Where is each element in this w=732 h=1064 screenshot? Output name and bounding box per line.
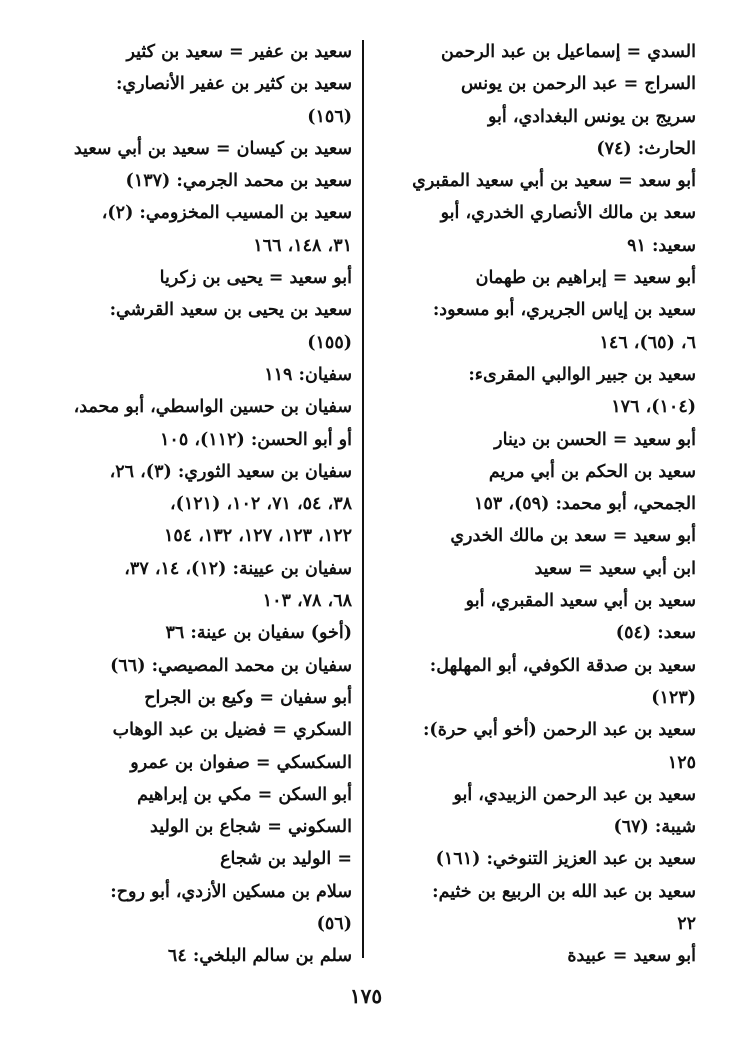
- index-line: سعيد بن إياس الجريري، أبو مسعود:: [432, 300, 696, 321]
- index-line: أبو سعيد = الحسن بن دينار: [494, 429, 696, 450]
- index-line: ابن أبي سعيد = سعيد: [534, 558, 696, 579]
- index-line: السدي = إسماعيل بن عبد الرحمن: [441, 42, 696, 62]
- index-line: أو أبو الحسن: (١١٢)، ١٠٥: [160, 429, 352, 450]
- index-column-right: [378, 36, 696, 973]
- index-line: ٦٨، ٧٨، ١٠٣: [262, 591, 352, 612]
- index-line: السكوني = شجاع بن الوليد: [150, 817, 352, 838]
- index-line: الجمحي، أبو محمد: (٥٩)، ١٥٣: [474, 494, 696, 515]
- index-line: سعيد: ٩١: [627, 235, 696, 256]
- index-line: سعيد بن محمد الجرمي: (١٣٧): [125, 171, 352, 192]
- index-line: أبو سفيان = وكيع بن الجراح: [144, 687, 352, 708]
- index-line: سعيد بن أبي سعيد المقبري، أبو: [465, 591, 696, 612]
- index-line: سعيد بن كثير بن عفير الأنصاري:: [115, 74, 352, 95]
- index-line: ١٢٥: [667, 752, 696, 773]
- index-line: سريج بن يونس البغدادي، أبو: [487, 106, 696, 127]
- index-line: سلم بن سالم البلخي: ٦٤: [167, 946, 352, 967]
- index-line: سعيد بن صدقة الكوفي، أبو المهلهل:: [429, 655, 696, 676]
- index-line: (أخو) سفيان بن عينة: ٣٦: [165, 623, 352, 644]
- index-line: ٢٢: [677, 914, 696, 935]
- index-line: سعد: (٥٤): [615, 623, 696, 644]
- index-line: (١٢٣): [651, 687, 696, 708]
- index-column-left: [34, 36, 352, 973]
- index-line: أبو سعيد = عبيدة: [567, 946, 696, 967]
- index-line: سفيان: ١١٩: [264, 364, 352, 385]
- index-line: (٥٦): [316, 914, 352, 935]
- index-line: سفيان بن عيينة: (١٢)، ١٤، ٣٧،: [124, 558, 352, 579]
- index-line: سعيد بن عبد الله بن الربيع بن خثيم:: [432, 881, 696, 902]
- index-line: سعيد بن جبير الوالبي المقرىء:: [468, 364, 696, 385]
- index-line: (١٠٤)، ١٧٦: [611, 397, 696, 418]
- index-line: سفيان بن سعيد الثوري: (٣)، ٢٦،: [109, 461, 352, 482]
- index-line: سعيد بن الحكم بن أبي مريم: [488, 461, 696, 482]
- index-line: سعيد بن كيسان = سعيد بن أبي سعيد: [73, 138, 352, 159]
- index-line: السكري = فضيل بن عبد الوهاب: [112, 720, 352, 741]
- index-line: ٣١، ١٤٨، ١٦٦: [253, 235, 352, 256]
- index-line: ٣٨، ٥٤، ٧١، ١٠٢، (١٢١)،: [169, 494, 352, 515]
- index-line: سعد بن مالك الأنصاري الخدري، أبو: [440, 203, 696, 224]
- index-line: السكسكي = صفوان بن عمرو: [130, 752, 352, 773]
- index-line: سفيان بن حسين الواسطي، أبو محمد،: [73, 397, 352, 418]
- index-line: أبو سعد = سعيد بن أبي سعيد المقبري: [412, 171, 696, 192]
- index-line: سعيد بن عفير = سعيد بن كثير: [126, 42, 352, 62]
- index-line: أبو سعيد = إبراهيم بن طهمان: [475, 268, 696, 289]
- index-line: سعيد بن يحيى بن سعيد القرشي:: [109, 300, 352, 321]
- index-line: سعيد بن المسيب المخزومي: (٢)،: [101, 203, 352, 224]
- index-line: أبو السكن = مكي بن إبراهيم: [137, 784, 352, 805]
- index-line: سعيد بن عبد الرحمن الزبيدي، أبو: [453, 784, 696, 805]
- index-line: سعيد بن عبد الرحمن (أخو أبي حرة):: [422, 720, 696, 741]
- page-number: ١٧٥: [349, 984, 383, 1008]
- index-line: (١٥٦): [307, 106, 352, 127]
- index-line: سعيد بن عبد العزيز التنوخي: (١٦١): [435, 849, 696, 870]
- index-line: ١٢٢، ١٢٣، ١٢٧، ١٣٢، ١٥٤: [163, 526, 352, 547]
- index-line: أبو سعيد = يحيى بن زكريا: [159, 268, 352, 289]
- index-line: السراج = عبد الرحمن بن يونس: [460, 74, 696, 95]
- column-divider: [362, 40, 364, 958]
- index-line: سفيان بن محمد المصيصي: (٦٦): [110, 655, 352, 676]
- index-line: الحارث: (٧٤): [596, 138, 696, 159]
- index-line: سلام بن مسكين الأزدي، أبو روح:: [110, 881, 352, 902]
- index-line: ٦، (٦٥)، ١٤٦: [599, 332, 696, 353]
- index-line: شيبة: (٦٧): [613, 817, 696, 838]
- index-line: أبو سعيد = سعد بن مالك الخدري: [450, 526, 696, 547]
- index-line: (١٥٥): [307, 332, 352, 353]
- index-line: = الوليد بن شجاع: [220, 849, 352, 870]
